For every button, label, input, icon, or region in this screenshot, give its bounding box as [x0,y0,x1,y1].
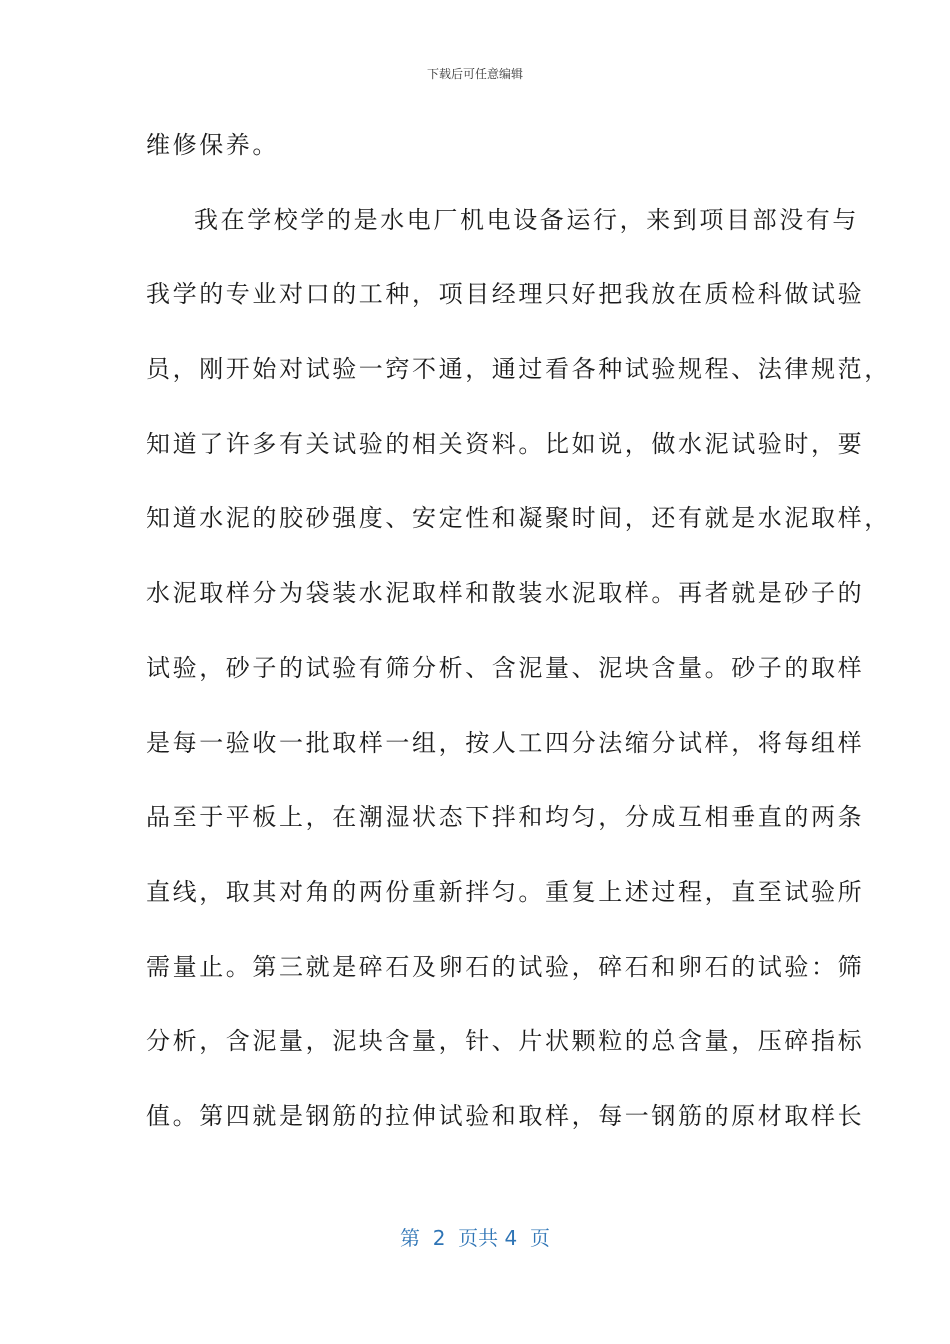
text-line-2: 我在学校学的是水电厂机电设备运行，来到项目部没有与 [194,205,859,234]
page-number-footer: 第 2 页共 4 页 [400,1226,550,1250]
text-line-14: 值。第四就是钢筋的拉伸试验和取样，每一钢筋的原材取样长 [146,1101,865,1130]
text-line-6: 知道水泥的胶砂强度、安定性和凝聚时间，还有就是水泥取样， [146,504,891,533]
text-line-13: 分析，含泥量，泥块含量，针、片状颗粒的总含量，压碎指标 [146,1027,865,1056]
text-line-8: 试验，砂子的试验有筛分析、含泥量、泥块含量。砂子的取样 [146,653,865,682]
text-line-3: 我学的专业对口的工种，项目经理只好把我放在质检科做试验 [146,280,865,309]
text-line-9: 是每一验收一批取样一组，按人工四分法缩分试样，将每组样 [146,728,865,757]
text-line-11: 直线，取其对角的两份重新拌匀。重复上述过程，直至试验所 [146,877,865,906]
text-line-4: 员，刚开始对试验一窍不通，通过看各种试验规程、法律规范， [146,355,891,384]
page-header: 下载后可任意编辑 [426,67,523,81]
document-body [146,108,891,1154]
text-line-7: 水泥取样分为袋装水泥取样和散装水泥取样。再者就是砂子的 [146,579,865,608]
text-line-10: 品至于平板上，在潮湿状态下拌和均匀，分成互相垂直的两条 [146,803,865,832]
text-line-12: 需量止。第三就是碎石及卵石的试验，碎石和卵石的试验：筛 [146,952,865,981]
text-line-5: 知道了许多有关试验的相关资料。比如说，做水泥试验时，要 [146,429,865,458]
text-line-1: 维修保养。 [146,131,279,159]
